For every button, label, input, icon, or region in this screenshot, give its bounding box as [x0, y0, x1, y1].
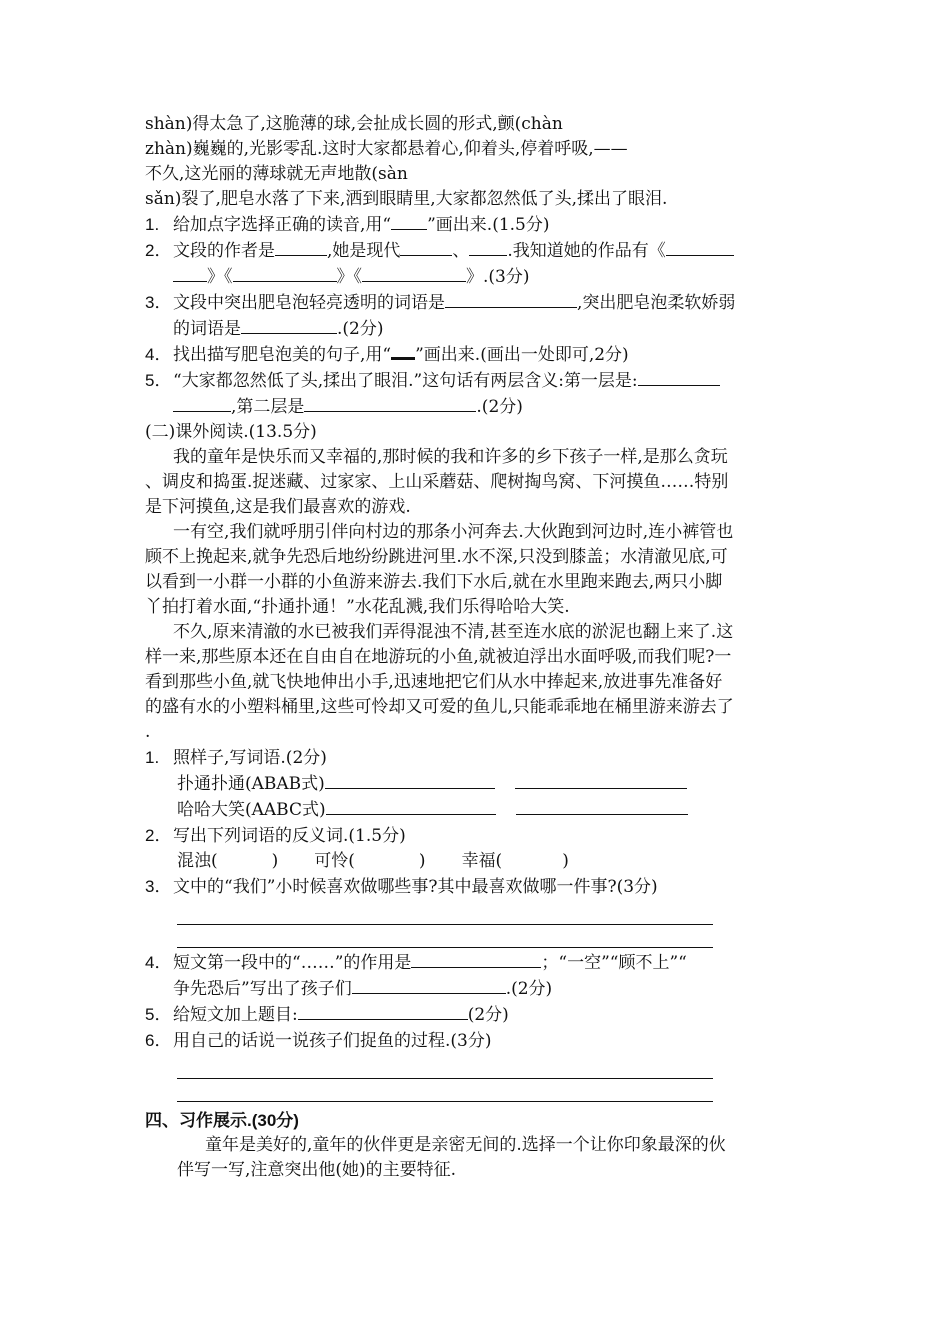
passage-line: zhàn)巍巍的,光影零乱.这时大家都悬着心,仰着头,停着呼吸,—— [145, 139, 628, 159]
passage-line: 顾不上挽起来,就争先恐后地纷纷跳进河里.水不深,只没到膝盖；水清澈见底,可 [145, 547, 728, 567]
question-3-cont: 的词语是 .(2分) [145, 316, 810, 342]
question-2: 2．写出下列词语的反义词.(1.5分) [145, 826, 406, 846]
passage-2-questions [145, 745, 810, 1102]
prompt-line: 童年是美好的,童年的伙伴更是亲密无间的.选择一个让你印象最深的伙 [205, 1135, 726, 1155]
answer-blank[interactable] [400, 238, 452, 256]
passage-line: 是下河摸鱼,这是我们最喜欢的游戏. [145, 497, 411, 517]
answer-line[interactable] [177, 925, 713, 948]
question-6: 6．用自己的话说一说孩子们捉鱼的过程.(3分) [145, 1031, 492, 1051]
passage-line: 丫拍打着水面,“扑通扑通！”水花乱溅,我们乐得哈哈大笑. [145, 597, 570, 617]
passage-2 [145, 445, 810, 745]
answer-blank[interactable] [666, 238, 734, 256]
answer-blank[interactable] [469, 238, 507, 256]
answer-blank[interactable] [362, 264, 466, 282]
passage-line: sǎn)裂了,肥皂水落了下来,洒到眼睛里,大家都忽然低了头,揉出了眼泪. [145, 189, 668, 209]
answer-line[interactable] [177, 1079, 713, 1102]
answer-blank[interactable] [516, 797, 688, 815]
question-4-cont: 争先恐后”写出了孩子们 .(2分) [145, 976, 810, 1002]
answer-blank[interactable] [173, 264, 207, 282]
question-5: 5．“大家都忽然低了头,揉出了眼泪.”这句话有两层含义:第一层是: [145, 368, 810, 394]
answer-blank[interactable] [352, 976, 506, 994]
passage-line: 以看到一小群一小群的小鱼游来游去.我们下水后,就在水里跑来跑去,两只小脚 [145, 572, 723, 592]
word-row: 扑通扑通(ABAB式) [145, 771, 810, 797]
worksheet-page [145, 112, 810, 1183]
passage-line: 看到那些小鱼,就飞快地伸出小手,迅速地把它们从水中捧起来,放进事先准备好 [145, 672, 723, 692]
passage-line: 、调皮和捣蛋.捉迷藏、过家家、上山采蘑菇、爬树掏鸟窝、下河摸鱼……特别 [145, 472, 729, 492]
passage-line: 一有空,我们就呼朋引伴向村边的那条小河奔去.大伙跑到河边时,连小裤管也 [173, 522, 734, 542]
section-title: (二)课外阅读.(13.5分) [145, 422, 317, 442]
answer-blank[interactable] [325, 771, 495, 789]
answer-line[interactable] [177, 900, 713, 925]
question-4: 4．短文第一段中的“……”的作用是 ；“一空”“顾不上”“ [145, 950, 810, 976]
answer-blank[interactable] [411, 950, 541, 968]
answer-blank[interactable] [445, 290, 577, 308]
question-4: 4．找出描写肥皂泡美的句子,用“ ”画出来.(画出一处即可,2分) [145, 342, 810, 368]
answer-blank[interactable] [515, 771, 687, 789]
answer-line[interactable] [177, 1054, 713, 1079]
passage-line: shàn)得太急了,这脆薄的球,会扯成长圆的形式,颤(chàn [145, 114, 563, 134]
word-row: 哈哈大笑(AABC式) [145, 797, 810, 823]
question-2-cont: 》《 》《 》.(3分) [145, 264, 810, 290]
answer-blank[interactable] [391, 212, 427, 230]
answer-blank[interactable] [233, 264, 337, 282]
question-1: 1. 照样子,写词语.(2分) [145, 748, 327, 768]
passage-1 [145, 112, 810, 212]
answer-blank[interactable] [391, 342, 415, 360]
section-title: 四、习作展示.(30分) [145, 1111, 299, 1130]
question-3: 3．文段中突出肥皂泡轻亮透明的词语是 ,突出肥皂泡柔软娇弱 [145, 290, 810, 316]
question-3: 3．文中的“我们”小时候喜欢做哪些事?其中最喜欢做哪一件事?(3分) [145, 877, 658, 897]
question-5: 5．给短文加上题目: (2分) [145, 1002, 810, 1028]
passage-line: 我的童年是快乐而又幸福的,那时候的我和许多的乡下孩子一样,是那么贪玩 [173, 447, 728, 467]
answer-blank[interactable] [275, 238, 327, 256]
question-2: 2．文段的作者是 ,她是现代 、 .我知道她的作品有《 [145, 238, 810, 264]
passage-1-questions [145, 212, 810, 420]
answer-blank[interactable] [173, 394, 231, 412]
passage-line: . [145, 722, 151, 742]
prompt-line: 伴写一写,注意突出他(她)的主要特征. [177, 1160, 457, 1180]
question-1: 1. 给加点字选择正确的读音,用“ ”画出来.(1.5分) [145, 212, 810, 238]
answer-blank[interactable] [304, 394, 476, 412]
passage-line: 样一来,那些原本还在自由自在地游玩的小鱼,就被迫浮出水面呼吸,而我们呢?一 [145, 647, 732, 667]
answer-blank[interactable] [638, 368, 720, 386]
question-5-cont: ,第二层是 .(2分) [145, 394, 810, 420]
answer-blank[interactable] [298, 1002, 468, 1020]
passage-line: 不久,这光丽的薄球就无声地散(sàn [145, 164, 408, 184]
passage-line: 的盛有水的小塑料桶里,这些可怜却又可爱的鱼儿,只能乖乖地在桶里游来游去了 [145, 697, 734, 717]
answer-blank[interactable] [326, 797, 496, 815]
passage-line: 不久,原来清澈的水已被我们弄得混浊不清,甚至连水底的淤泥也翻上来了.这 [173, 622, 734, 642]
antonym-row: 混浊( ) 可怜( ) 幸福( ) [177, 851, 569, 871]
answer-blank[interactable] [241, 316, 337, 334]
